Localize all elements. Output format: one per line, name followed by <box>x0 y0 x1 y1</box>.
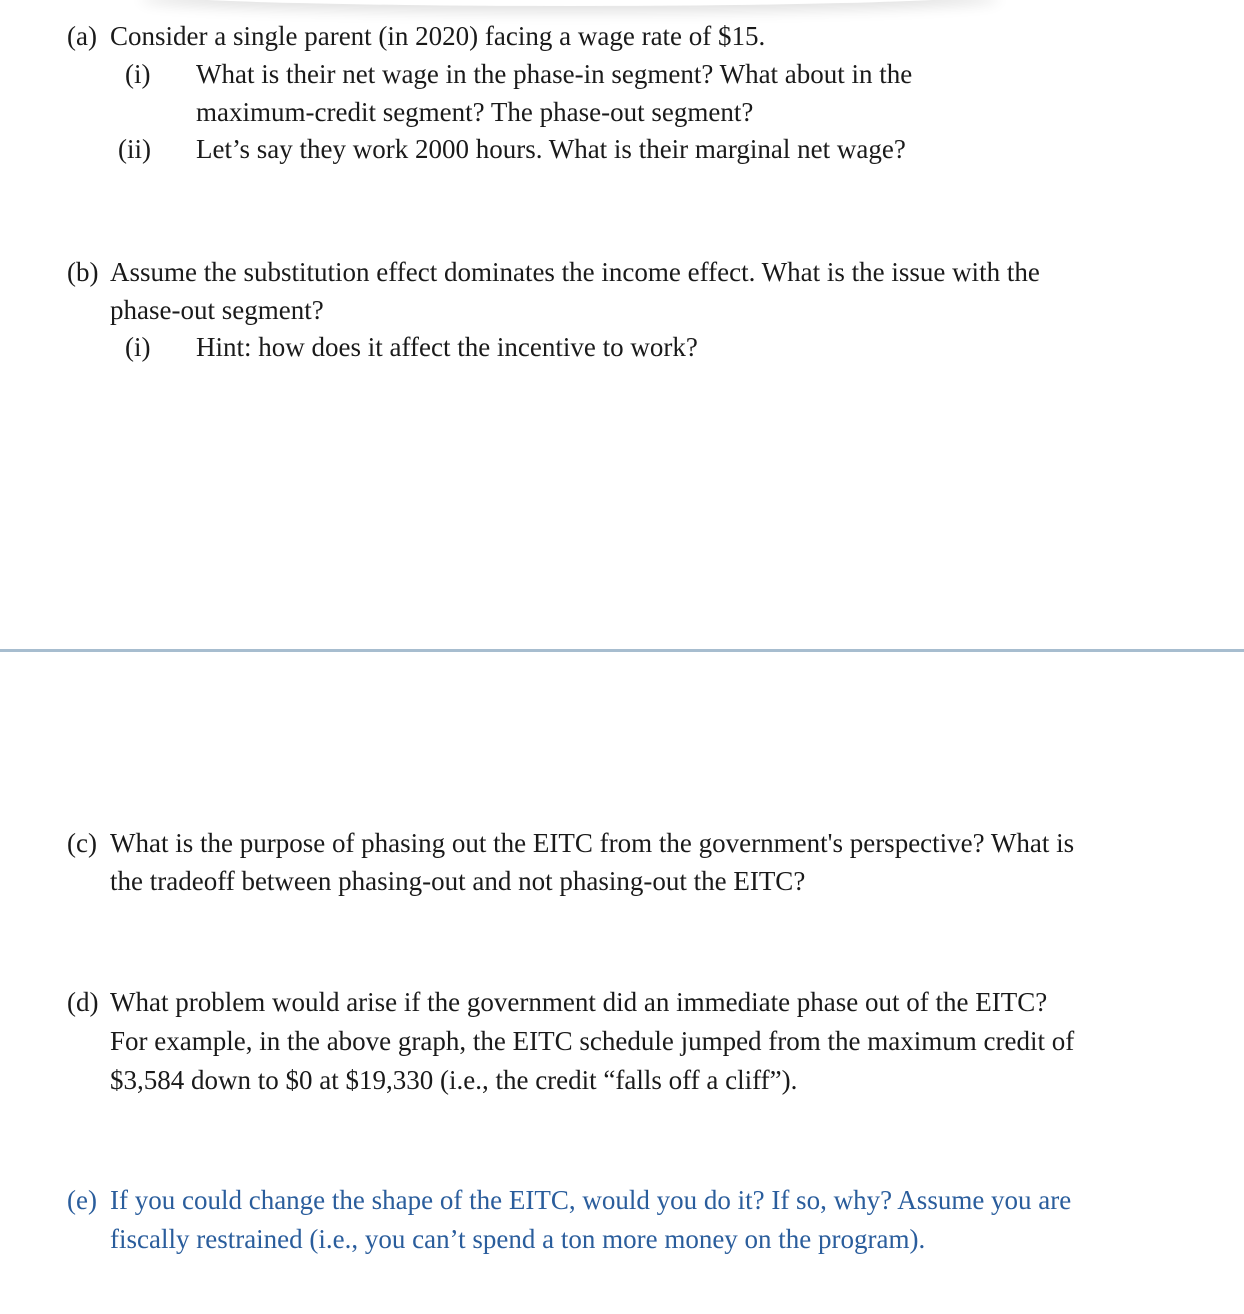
question-a-sub-i-line-1: What is their net wage in the phase-in segment? What about in the <box>196 59 913 89</box>
question-d-line-3: $3,584 down to $0 at $19,330 (i.e., the credit “falls off a cliff”). <box>110 1065 798 1095</box>
question-e-line-2: fiscally restrained (i.e., you can’t spend a ton more money on the program). <box>110 1224 926 1254</box>
question-a-sub-i-line-2: maximum-credit segment? The phase-out segment? <box>196 97 754 127</box>
page-divider <box>0 649 1244 652</box>
page-top-shadow <box>140 0 1000 6</box>
question-b-sub-i-label: (i) <box>125 332 151 362</box>
question-d-line-1: What problem would arise if the government did an immediate phase out of the EITC? <box>110 987 1048 1017</box>
question-c-label: (c) <box>67 828 97 858</box>
question-a-sub-i-label: (i) <box>125 59 151 89</box>
question-b-line-2: phase-out segment? <box>110 295 324 325</box>
question-b-label: (b) <box>67 257 99 287</box>
question-a-label: (a) <box>67 21 97 51</box>
question-a-sub-ii-label: (ii) <box>118 134 151 164</box>
question-b-sub-i-line-1: Hint: how does it affect the incentive to work? <box>196 332 698 362</box>
question-c-line-1: What is the purpose of phasing out the EITC from the government's perspective? What is <box>110 828 1075 858</box>
question-e-label: (e) <box>67 1185 97 1215</box>
question-b-line-1: Assume the substitution effect dominates the income effect. What is the issue with the <box>110 257 1040 287</box>
question-c-line-2: the tradeoff between phasing-out and not phasing-out the EITC? <box>110 866 806 896</box>
question-a-sub-ii-line-1: Let’s say they work 2000 hours. What is their marginal net wage? <box>196 134 906 164</box>
question-d-label: (d) <box>67 987 99 1017</box>
question-d-line-2: For example, in the above graph, the EITC schedule jumped from the maximum credit of <box>110 1026 1075 1056</box>
question-e-line-1: If you could change the shape of the EITC, would you do it? If so, why? Assume you are <box>110 1185 1072 1215</box>
question-a-text: Consider a single parent (in 2020) facing a wage rate of $15. <box>110 21 766 51</box>
